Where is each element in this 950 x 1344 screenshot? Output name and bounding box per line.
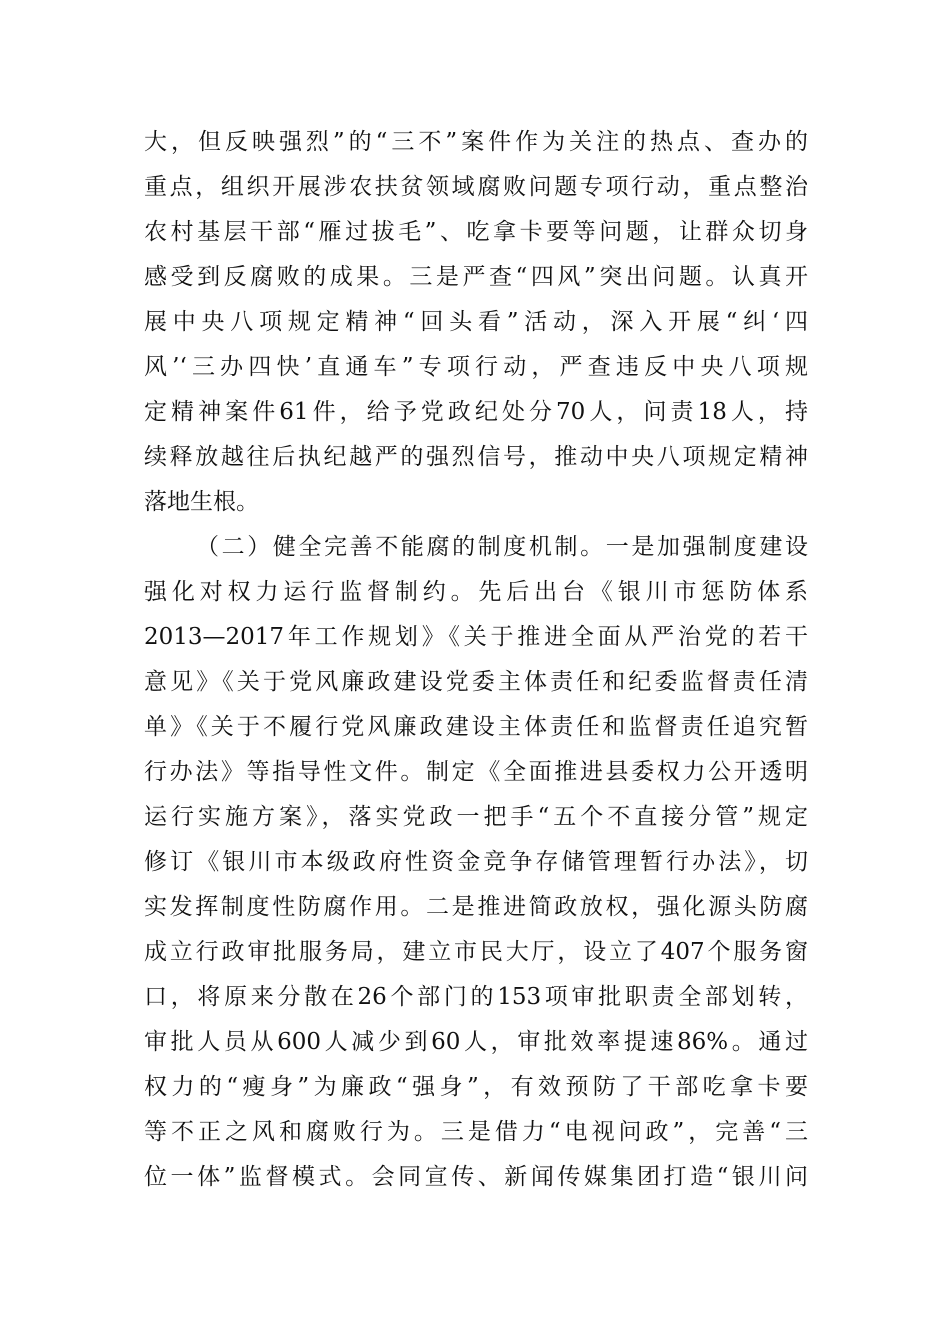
- text-line: 强化对权力运行监督制约。先后出台《银川市惩防体系: [144, 579, 808, 605]
- text-line: 农村基层干部“雁过拔毛”、吃拿卡要等问题，让群众切身: [144, 219, 808, 245]
- text-line-paragraph-end: 落地生根。: [144, 489, 259, 515]
- text-line: 口，将原来分散在26个部门的153项审批职责全部划转，: [144, 984, 808, 1010]
- text-line: 感受到反腐败的成果。三是严查“四风”突出问题。认真开: [144, 264, 808, 290]
- text-line: 单》《关于不履行党风廉政建设主体责任和监督责任追究暂: [144, 714, 808, 740]
- text-line: 运行实施方案》，落实党政一把手“五个不直接分管”规定: [144, 804, 808, 830]
- text-line: 修订《银川市本级政府性资金竞争存储管理暂行办法》，切: [144, 849, 808, 875]
- text-line: 权力的“瘦身”为廉政“强身”，有效预防了干部吃拿卡要: [144, 1074, 808, 1100]
- text-line: 风’‘三办四快’直通车”专项行动，严查违反中央八项规: [144, 354, 808, 380]
- text-line: 展中央八项规定精神“回头看”活动，深入开展“纠‘四: [144, 309, 808, 335]
- text-line: 位一体”监督模式。会同宣传、新闻传媒集团打造“银川问: [144, 1164, 808, 1190]
- text-line: 续释放越往后执纪越严的强烈信号，推动中央八项规定精神: [144, 444, 808, 470]
- text-line: 成立行政审批服务局，建立市民大厅，设立了407个服务窗: [144, 939, 808, 965]
- text-line: 审批人员从600人减少到60人，审批效率提速86%。通过: [144, 1029, 808, 1055]
- text-line: 意见》《关于党风廉政建设党委主体责任和纪委监督责任清: [144, 669, 808, 695]
- text-line: 行办法》等指导性文件。制定《全面推进县委权力公开透明: [144, 759, 808, 785]
- text-line: 重点，组织开展涉农扶贫领域腐败问题专项行动，重点整治: [144, 174, 808, 200]
- text-line: 等不正之风和腐败行为。三是借力“电视问政”，完善“三: [144, 1119, 808, 1145]
- text-line: 2013—2017年工作规划》《关于推进全面从严治党的若干: [144, 624, 808, 650]
- section-heading-line: （二）健全完善不能腐的制度机制。一是加强制度建设: [196, 534, 808, 560]
- text-line: 大，但反映强烈”的“三不”案件作为关注的热点、查办的: [144, 129, 808, 155]
- text-line: 实发挥制度性防腐作用。二是推进简政放权，强化源头防腐: [144, 894, 808, 920]
- text-line: 定精神案件61件，给予党政纪处分70人，问责18人，持: [144, 399, 808, 425]
